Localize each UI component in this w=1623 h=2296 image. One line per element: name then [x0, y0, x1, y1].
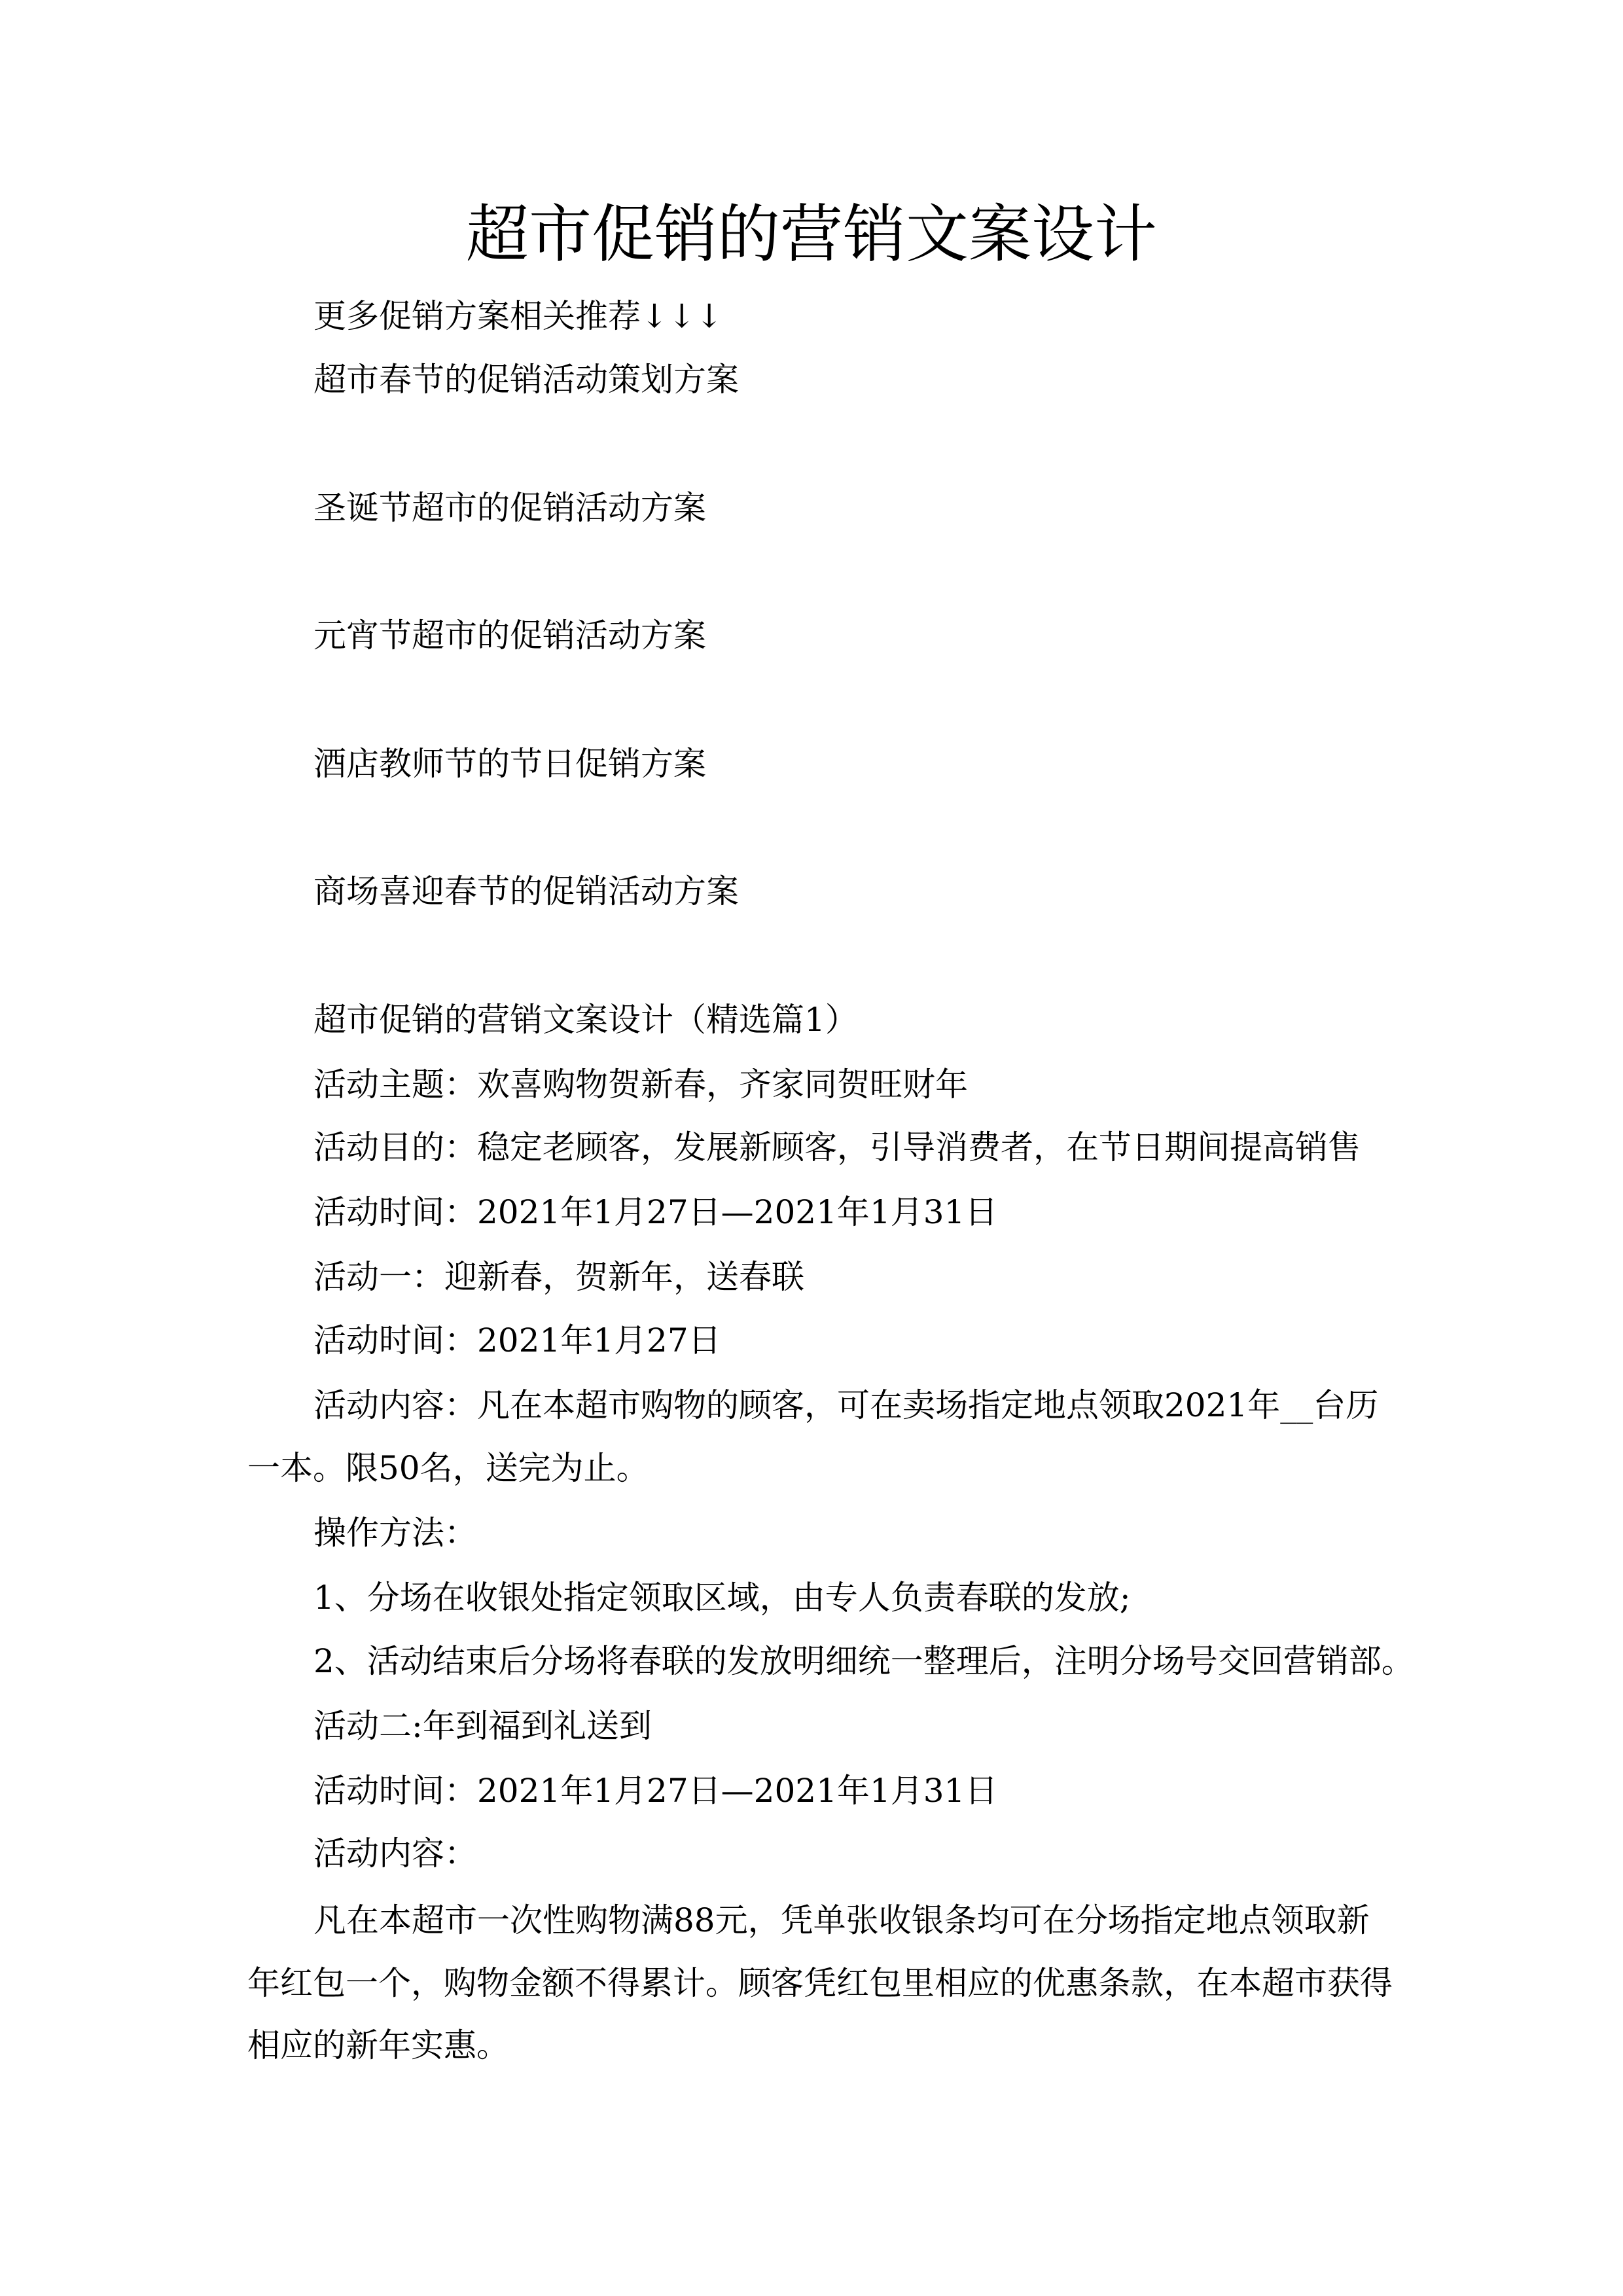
activity-two-content: 凡在本超市一次性购物满88元，凭单张收银条均可在分场指定地点领取新: [313, 1901, 1370, 1939]
activity-two-time: 活动时间：2021年1月27日—2021年1月31日: [313, 1772, 998, 1810]
activity-two-content-cont: 相应的新年实惠。: [247, 2026, 509, 2064]
recommend-link[interactable]: 酒店教师节的节日促销方案: [313, 745, 706, 783]
activity-two-content-label: 活动内容：: [313, 1835, 477, 1873]
recommend-link[interactable]: 元宵节超市的促销活动方案: [313, 617, 706, 655]
recommend-link[interactable]: 圣诞节超市的促销活动方案: [313, 489, 706, 527]
activity-two-title: 活动二:年到福到礼送到: [313, 1707, 652, 1745]
activity-purpose: 活动目的：稳定老顾客，发展新顾客，引导消费者，在节日期间提高销售: [313, 1128, 1361, 1166]
recommend-link[interactable]: 商场喜迎春节的促销活动方案: [313, 872, 739, 910]
method-step-2: 2、活动结束后分场将春联的发放明细统一整理后，注明分场号交回营销部。: [313, 1642, 1414, 1680]
activity-one-content: 活动内容：凡在本超市购物的顾客，可在卖场指定地点领取2021年__台历: [313, 1386, 1379, 1424]
section-title: 超市促销的营销文案设计（精选篇1）: [313, 1001, 858, 1039]
activity-one-time: 活动时间：2021年1月27日: [313, 1321, 721, 1359]
activity-time: 活动时间：2021年1月27日—2021年1月31日: [313, 1193, 998, 1231]
activity-theme: 活动主题：欢喜购物贺新春，齐家同贺旺财年: [313, 1066, 968, 1103]
recommend-link[interactable]: 超市春节的促销活动策划方案: [313, 361, 739, 399]
activity-one-content-cont: 一本。限50名，送完为止。: [247, 1449, 649, 1487]
method-label: 操作方法：: [313, 1514, 477, 1552]
activity-two-content-cont: 年红包一个，购物金额不得累计。顾客凭红包里相应的优惠条款，在本超市获得: [247, 1964, 1393, 2002]
activity-one-title: 活动一：迎新春，贺新年，送春联: [313, 1258, 804, 1296]
recommend-heading: 更多促销方案相关推荐↓↓↓: [313, 297, 723, 335]
method-step-1: 1、分场在收银处指定领取区域，由专人负责春联的发放;: [313, 1579, 1131, 1617]
document-title: 超市促销的营销文案设计: [466, 198, 1157, 271]
